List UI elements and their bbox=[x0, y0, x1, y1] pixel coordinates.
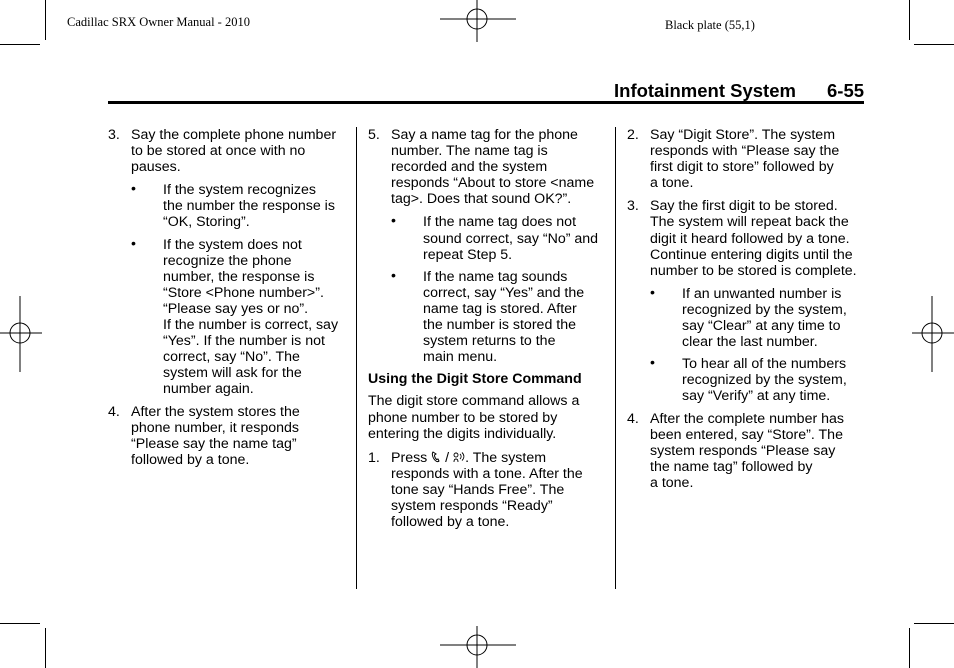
item-number: 4. bbox=[108, 403, 120, 420]
bullet-icon: • bbox=[650, 355, 655, 372]
item-text: responds with a tone. After the tone say “Hands Free”. The system responds “Ready” followed by a tone. bbox=[391, 465, 583, 531]
paragraph bbox=[368, 393, 610, 441]
item-number: 3. bbox=[108, 127, 120, 143]
list-item bbox=[627, 198, 872, 278]
list-item bbox=[368, 450, 610, 530]
item-text: Say the first digit to be stored. The system will repeat back the digit it heard followed by a tone. Continue entering digits until the number to be stored is complete. bbox=[650, 198, 857, 279]
item-number: 3. bbox=[627, 198, 639, 215]
bullet-text: If the name tag sounds correct, say “Yes” and the name tag is stored. After the number is stored the system returns to the main menu. bbox=[423, 268, 585, 366]
crop-mark bbox=[45, 0, 46, 40]
list-item bbox=[627, 411, 872, 491]
plate-label: Black plate (55,1) bbox=[665, 18, 755, 32]
paragraph-text: The digit store command allows a phone number to be stored by entering the digits individually. bbox=[368, 393, 580, 442]
item-text: After the system stores the phone number, it responds “Please say the name tag” followed by a tone. bbox=[131, 403, 300, 468]
item-number: 4. bbox=[627, 410, 639, 427]
bullet-text: If the name tag does not sound correct, say “No” and repeat Step 5. bbox=[423, 214, 599, 263]
registration-mark-bottom bbox=[440, 626, 516, 668]
bullet-text: If the system recognizes the number the response is “OK, Storing”. bbox=[163, 182, 335, 231]
header-rule bbox=[108, 101, 864, 104]
crop-mark bbox=[914, 623, 954, 624]
crop-mark bbox=[0, 623, 40, 624]
column-3 bbox=[627, 127, 872, 498]
bullet-icon: • bbox=[131, 235, 136, 252]
bullet-text: If an unwanted number is recognized by the system, say “Clear” at any time to clear the last number. bbox=[682, 285, 847, 351]
phone-icon bbox=[431, 451, 441, 463]
bullet-item bbox=[627, 356, 872, 404]
column-divider bbox=[356, 127, 357, 589]
crop-mark bbox=[914, 44, 954, 45]
registration-mark-left bbox=[0, 296, 42, 372]
column-1 bbox=[108, 127, 350, 475]
registration-mark-right bbox=[912, 296, 954, 372]
item-text: Say “Digit Store”. The system responds with “Please say the first digit to store” followed by a tone. bbox=[650, 127, 840, 192]
page-number: 6-55 bbox=[827, 80, 865, 101]
column-divider bbox=[615, 127, 616, 589]
bullet-text: To hear all of the numbers recognized by the system, say “Verify” at any time. bbox=[682, 356, 847, 405]
crop-mark bbox=[909, 0, 910, 40]
list-item bbox=[627, 127, 872, 191]
bullet-item bbox=[368, 269, 610, 366]
list-item bbox=[108, 404, 350, 468]
bullet-icon: • bbox=[650, 284, 655, 301]
press-label: Press bbox=[391, 449, 428, 466]
bullet-text: If the system does not recognize the phone number, the response is “Store <Phone number>”. “Please say yes or no”. If the number is correct, say “Yes”. If the number is not correct, say “No”. The system will ask for the number again. bbox=[163, 236, 339, 398]
registration-mark-top bbox=[440, 0, 516, 42]
item-number: 5. bbox=[368, 127, 380, 143]
item-text-rest: . The system bbox=[465, 449, 547, 466]
crop-mark bbox=[909, 628, 910, 668]
bullet-icon: • bbox=[391, 267, 396, 284]
bullet-item bbox=[368, 214, 610, 262]
list-item bbox=[108, 127, 350, 175]
list-item bbox=[368, 127, 610, 207]
section-subheading: Using the Digit Store Command bbox=[368, 371, 582, 388]
crop-mark bbox=[45, 628, 46, 668]
item-text: Say the complete phone number to be stored at once with no pauses. bbox=[131, 127, 337, 176]
column-2 bbox=[368, 127, 610, 537]
section-title: Infotainment System bbox=[614, 80, 796, 101]
crop-mark bbox=[0, 44, 40, 45]
voice-icon bbox=[453, 451, 465, 463]
bullet-item bbox=[108, 237, 350, 398]
item-text: Say a name tag for the phone number. The name tag is recorded and the system responds “About to store <name tag>. Does that sound OK?”. bbox=[391, 127, 595, 208]
manual-title: Cadillac SRX Owner Manual - 2010 bbox=[67, 15, 250, 29]
bullet-item bbox=[108, 182, 350, 230]
item-number: 1. bbox=[368, 449, 380, 466]
item-number: 2. bbox=[627, 127, 639, 143]
bullet-icon: • bbox=[391, 213, 396, 230]
bullet-item bbox=[627, 286, 872, 350]
bullet-icon: • bbox=[131, 181, 136, 198]
item-text: After the complete number has been entered, say “Store”. The system responds “Please say the name tag” followed by a tone. bbox=[650, 410, 844, 491]
slash-separator: / bbox=[445, 449, 450, 466]
